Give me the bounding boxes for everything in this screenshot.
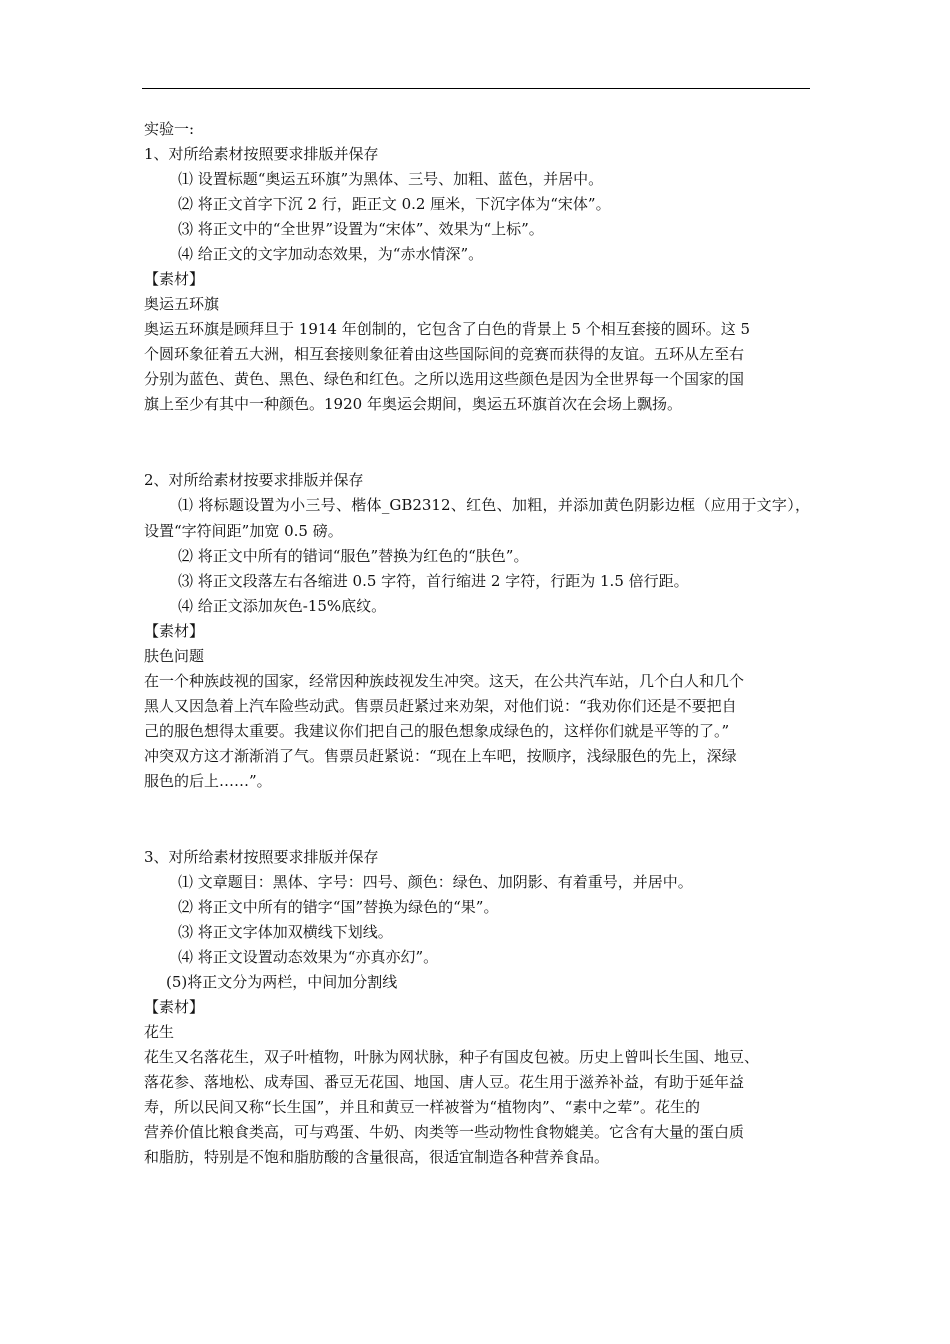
body-line: 营养价值比粮食类高，可与鸡蛋、牛奶、肉类等一些动物性食物媲美。它含有大量的蛋白质: [144, 1123, 745, 1141]
section-3-item-1: ⑴ 文章题目：黑体、字号：四号、颜色：绿色、加阴影、有着重号，并居中。: [178, 873, 693, 891]
section-3-material-body: [144, 1045, 810, 1170]
body-line: 寿，所以民间又称“长生国”，并且和黄豆一样被誉为“植物肉”、“素中之荤”。花生的: [144, 1098, 701, 1116]
section-1-item-3: ⑶ 将正文中的“全世界”设置为“宋体”、效果为“上标”。: [178, 220, 544, 238]
section-1-heading: 1、对所给素材按照要求排版并保存: [144, 145, 379, 163]
section-2-item-4: ⑷ 给正文添加灰色-15%底纹。: [178, 597, 387, 615]
body-line: 在一个种族歧视的国家，经常因种族歧视发生冲突。这天，在公共汽车站，几个白人和几个: [144, 672, 745, 690]
section-2-material-label: 【素材】: [144, 622, 205, 640]
section-2-item-3: ⑶ 将正文段落左右各缩进 0.5 字符，首行缩进 2 字符，行距为 1.5 倍行距。: [178, 572, 689, 590]
section-1-item-4: ⑷ 给正文的文字加动态效果，为“赤水情深”。: [178, 245, 484, 263]
section-2-material-title: 肤色问题: [144, 647, 205, 665]
body-line: 服色的后上……”。: [144, 772, 272, 790]
body-line: 黑人又因急着上汽车险些动武。售票员赶紧过来劝架，对他们说：“我劝你们还是不要把自: [144, 697, 737, 715]
section-1-material-body: [144, 317, 810, 417]
section-1-item-2: ⑵ 将正文首字下沉 2 行，距正文 0.2 厘米，下沉字体为“宋体”。: [178, 195, 611, 213]
section-3-item-4: ⑷ 将正文设置动态效果为“亦真亦幻”。: [178, 948, 439, 966]
section-1-item-1: ⑴ 设置标题“奥运五环旗”为黑体、三号、加粗、蓝色，并居中。: [178, 170, 604, 188]
section-3-item-5: (5)将正文分为两栏，中间加分割线: [166, 973, 398, 991]
header-rule: [142, 88, 810, 89]
section-1-material-title: 奥运五环旗: [144, 295, 220, 313]
section-3-item-3: ⑶ 将正文字体加双横线下划线。: [178, 923, 393, 941]
section-3-material-title: 花生: [144, 1023, 175, 1041]
section-3-material-label: 【素材】: [144, 998, 205, 1016]
section-3-item-2: ⑵ 将正文中所有的错字“国”替换为绿色的“果”。: [178, 898, 499, 916]
body-line: 和脂肪，特别是不饱和脂肪酸的含量很高，很适宜制造各种营养食品。: [144, 1148, 610, 1166]
body-line: 个圆环象征着五大洲，相互套接则象征着由这些国际间的竞赛而获得的友谊。五环从左至右: [144, 345, 745, 363]
section-2: [144, 468, 810, 794]
section-1-material-label: 【素材】: [144, 270, 205, 288]
section-3: [144, 845, 810, 1170]
section-2-item-1: ⑴ 将标题设置为小三号、楷体_GB2312、红色、加粗，并添加黄色阴影边框（应用于文字），设置“字符间距”加宽 0.5 磅。: [144, 496, 810, 540]
body-line: 花生又名落花生，双子叶植物，叶脉为网状脉，种子有国皮包被。历史上曾叫长生国、地豆、: [144, 1048, 760, 1066]
section-2-material-body: [144, 669, 810, 794]
section-spacer: [144, 417, 810, 468]
experiment-title: 实验一:: [144, 120, 195, 138]
body-line: 奥运五环旗是顾拜旦于 1914 年创制的，它包含了白色的背景上 5 个相互套接的圆环。这 5: [144, 320, 751, 338]
document-content: [144, 117, 810, 1170]
section-spacer: [144, 794, 810, 845]
body-line: 落花参、落地松、成寿国、番豆无花国、地国、唐人豆。花生用于滋养补益，有助于延年益: [144, 1073, 745, 1091]
body-line: 分别为蓝色、黄色、黑色、绿色和红色。之所以选用这些颜色是因为全世界每一个国家的国: [144, 370, 745, 388]
body-line: 冲突双方这才渐渐消了气。售票员赶紧说：“现在上车吧，按顺序，浅绿服色的先上，深绿: [144, 747, 737, 765]
section-2-item-2: ⑵ 将正文中所有的错词“服色”替换为红色的“肤色”。: [178, 547, 529, 565]
section-1: [144, 142, 810, 417]
section-3-heading: 3、对所给素材按照要求排版并保存: [144, 848, 379, 866]
body-line: 旗上至少有其中一种颜色。1920 年奥运会期间，奥运五环旗首次在会场上飘扬。: [144, 395, 682, 413]
body-line: 己的服色想得太重要。我建议你们把自己的服色想象成绿色的，这样你们就是平等的了。”: [144, 722, 730, 740]
section-2-heading: 2、对所给素材按要求排版并保存: [144, 471, 364, 489]
